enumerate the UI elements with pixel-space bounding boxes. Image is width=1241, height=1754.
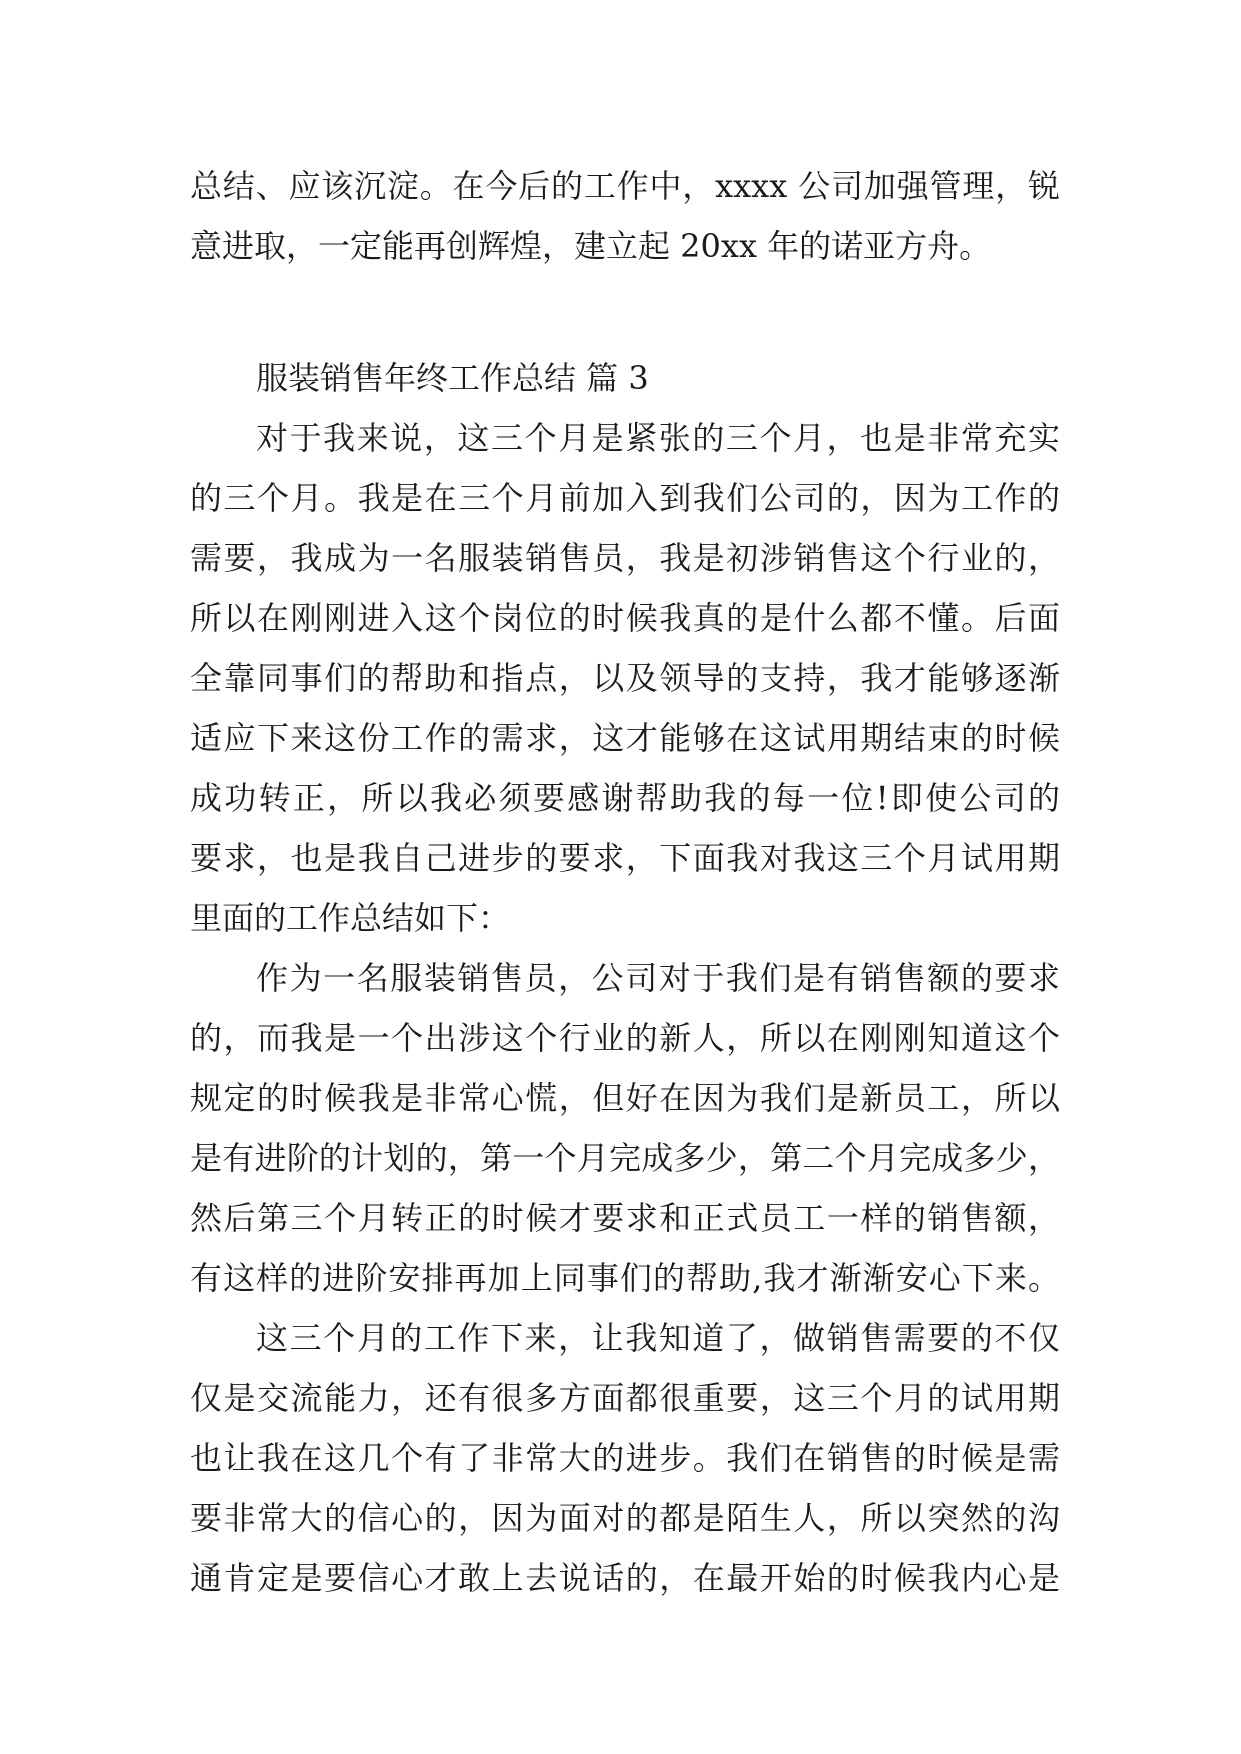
- text-line: 是有进阶的计划的，第一个月完成多少，第二个月完成多少，: [190, 1139, 1060, 1177]
- text-line: 的三个月。我是在三个月前加入到我们公司的，因为工作的: [190, 479, 1060, 517]
- text-line: 要非常大的信心的，因为面对的都是陌生人，所以突然的沟: [190, 1499, 1060, 1537]
- text-line: 有这样的进阶安排再加上同事们的帮助,我才渐渐安心下来。: [190, 1259, 1060, 1297]
- text-line: 作为一名服装销售员，公司对于我们是有销售额的要求: [256, 959, 1060, 997]
- text-line: 要求，也是我自己进步的要求，下面我对我这三个月试用期: [190, 839, 1060, 877]
- text-line: 对于我来说，这三个月是紧张的三个月，也是非常充实: [256, 419, 1060, 457]
- text-line: 全靠同事们的帮助和指点，以及领导的支持，我才能够逐渐: [190, 659, 1060, 697]
- text-line: 成功转正，所以我必须要感谢帮助我的每一位!即使公司的: [190, 779, 1060, 817]
- text-line: 需要，我成为一名服装销售员，我是初涉销售这个行业的，: [190, 539, 1060, 577]
- text-line: 这三个月的工作下来，让我知道了，做销售需要的不仅: [256, 1319, 1060, 1357]
- text-line: 仅是交流能力，还有很多方面都很重要，这三个月的试用期: [190, 1379, 1060, 1417]
- section-heading: 服装销售年终工作总结 篇 3: [256, 359, 649, 397]
- text-line: 里面的工作总结如下：: [190, 899, 511, 937]
- text-line: 也让我在这几个有了非常大的进步。我们在销售的时候是需: [190, 1439, 1060, 1477]
- text-line: 适应下来这份工作的需求，这才能够在这试用期结束的时候: [190, 719, 1060, 757]
- text-line: 的，而我是一个出涉这个行业的新人，所以在刚刚知道这个: [190, 1019, 1060, 1057]
- text-line: 规定的时候我是非常心慌，但好在因为我们是新员工，所以: [190, 1079, 1060, 1117]
- text-line: 所以在刚刚进入这个岗位的时候我真的是什么都不懂。后面: [190, 599, 1060, 637]
- text-line: 意进取，一定能再创辉煌，建立起 20xx 年的诺亚方舟。: [190, 227, 992, 265]
- text-line: 总结、应该沉淀。在今后的工作中，xxxx 公司加强管理，锐: [190, 167, 1060, 205]
- text-line: 然后第三个月转正的时候才要求和正式员工一样的销售额，: [190, 1199, 1060, 1237]
- text-line: 通肯定是要信心才敢上去说话的，在最开始的时候我内心是: [190, 1559, 1060, 1597]
